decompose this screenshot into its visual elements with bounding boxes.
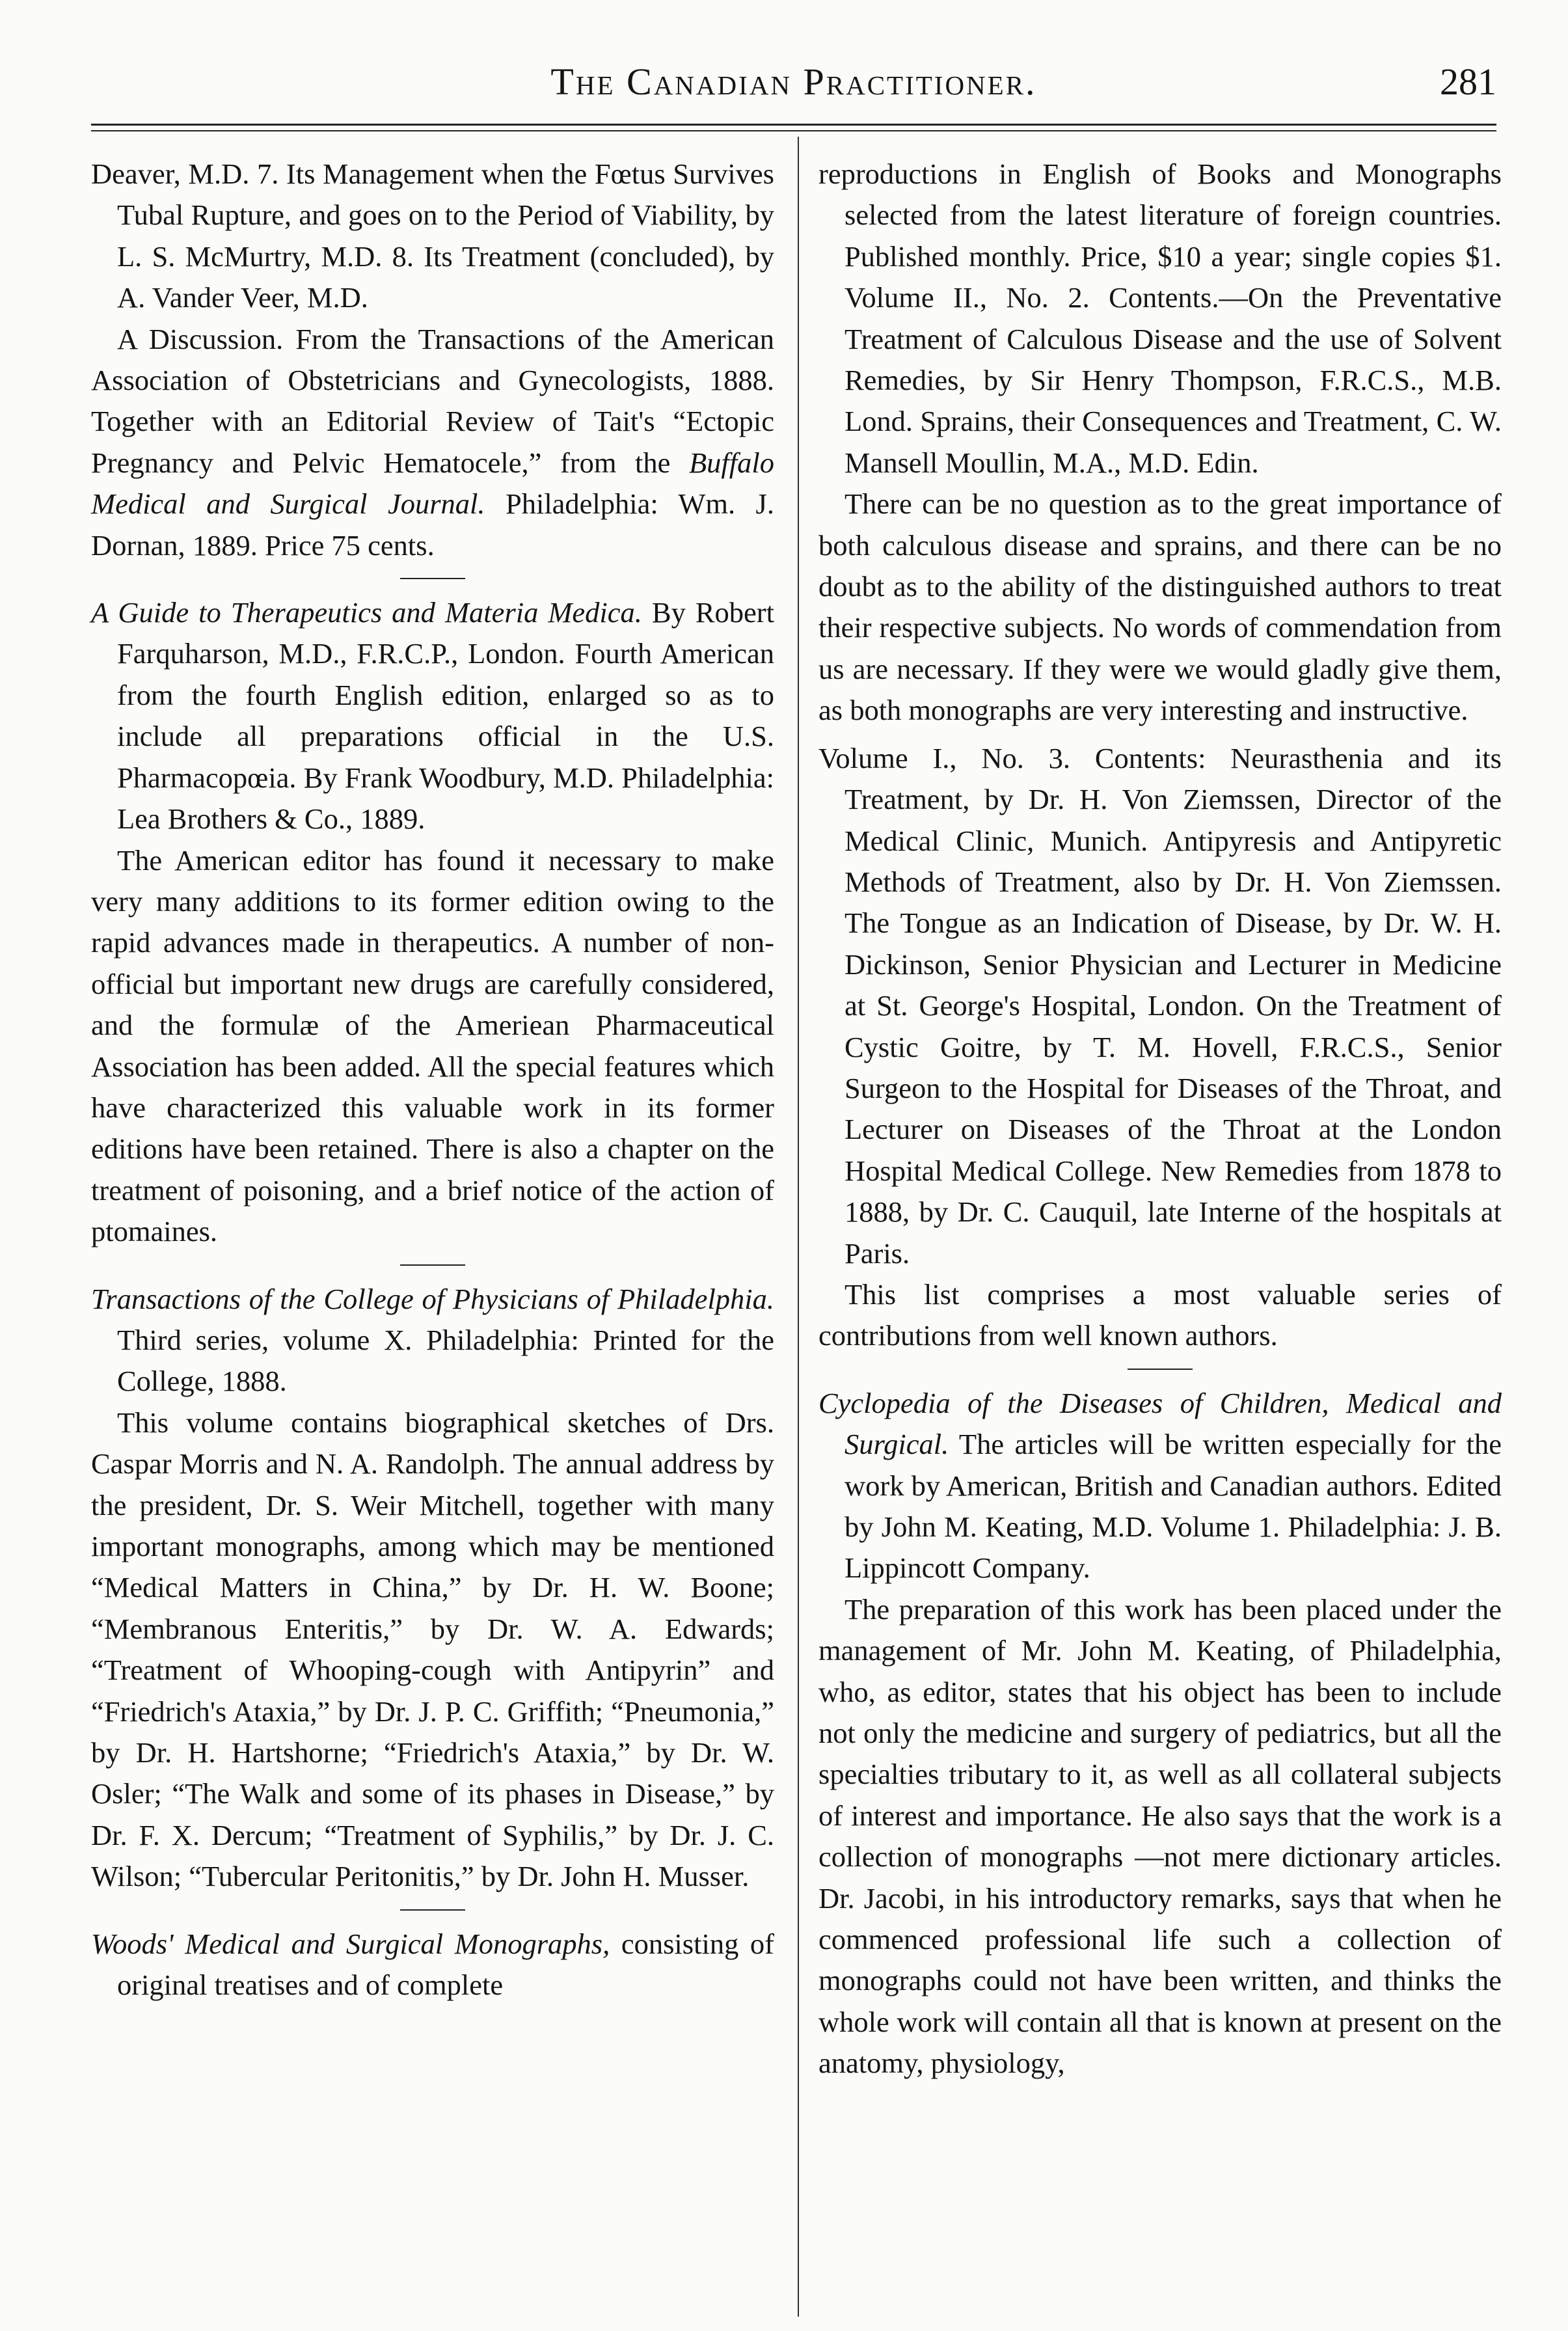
review-heading-cyclopedia [818, 1383, 1502, 1589]
section-divider [400, 1264, 465, 1266]
book-details: The articles will be written especially for the work by American, British and Canadian authors. Edited by John M. Keating, M.D. Volume 1. Philadelphia: J. B. Lippincott Company. [845, 1428, 1502, 1585]
volume-contents-comment: This list comprises a most valuable series of contributions from well known authors. [818, 1277, 1502, 1352]
book-details: Third series, volume X. Philadelphia: Printed for the College, 1888. [117, 1323, 774, 1398]
discussion-paragraph [91, 319, 774, 566]
book-details: consisting of original treatises and of complete [117, 1927, 774, 2002]
book-details: By Robert Farquharson, M.D., F.R.C.P., London. Fourth American from the fourth English edition, enlarged so as to include all preparations official in the U.S. Pharmacopœia. By Frank Woodbury, M.D. Philadelphia: Lea Brothers & Co., 1889. [117, 596, 774, 836]
running-header [91, 60, 1496, 112]
left-column [91, 154, 774, 2006]
right-column [818, 154, 1502, 2084]
spacer [818, 731, 1502, 738]
review-body-cyclopedia: The preparation of this work has been placed under the management of Mr. John M. Keating, of Philadelphia, who, as editor, states that his object has been to include not only the medicine and surgery of pediatrics, but all the specialties tributary to it, as well as all collateral subjects of interest and importance. He also says that the work is a collection of monographs —not mere dictionary articles. Dr. Jacobi, in his introductory remarks, says that when he commenced professional life such a collection of monographs could not have been written, and thinks the whole work will contain all that is known at present on the anatomy, physiology, [818, 1592, 1502, 2080]
journal-title: The Canadian Practitioner. [550, 61, 1037, 103]
book-title: Cyclopedia of the Diseases of Children, Medical and Surgical. [818, 1386, 1502, 1461]
discussion-text-a: A Discussion. From the Transactions of the American Association of Obstetricians and Gynecologists, 1888. Together with an Editorial Review of Tait's “Ectopic Pregnancy and Pelvic Hematocele,” from the [91, 322, 774, 479]
book-title: Transactions of the College of Physicians of Philadelphia. [91, 1282, 774, 1315]
header-rule-thick [91, 124, 1496, 126]
review-heading-monographs [91, 1924, 774, 2006]
volume-contents-entry: Volume I., No. 3. Contents: Neurasthenia and its Treatment, by Dr. H. Von Ziemssen, Director of the Medical Clinic, Munich. Antipyresis and Antipyretic Methods of Treatment, also by Dr. H. Von Ziemssen. The Tongue as an Indication of Disease, by Dr. W. H. Dickinson, Senior Physician and Lecturer in Medicine at St. George's Hospital, London. On the Treatment of Cystic Goitre, by T. M. Hovell, F.R.C.S., Senior Surgeon to the Hospital for Diseases of the Throat, and Lecturer on Diseases of the Throat at the London Hospital Medical College. New Remedies from 1878 to 1888, by Dr. C. Cauquil, late Interne of the hospitals at Paris. [818, 741, 1502, 1270]
monographs-entry-continuation: reproductions in English of Books and Monographs selected from the latest literature of foreign countries. Published monthly. Price, $10 a year; single copies $1. Volume II., No. 2. Contents.—On the Preventative Treatment of Calculous Disease and the use of Solvent Remedies, by Sir Henry Thompson, F.R.C.S., M.B. Lond. Sprains, their Consequences and Treatment, C. W. Mansell Moullin, M.A., M.D. Edin. [818, 157, 1502, 479]
header-rule-thin [91, 130, 1496, 131]
deaver-entry-continuation: Deaver, M.D. 7. Its Management when the Fœtus Survives Tubal Rupture, and goes on to the Period of Viability, by L. S. McMurtry, M.D. 8. Its Treatment (concluded), by A. Vander Veer, M.D. [91, 157, 774, 314]
review-body-transactions: This volume contains biographical sketches of Drs. Caspar Morris and N. A. Randolph. The annual address by the president, Dr. S. Weir Mitchell, together with many important monographs, among which may be mentioned “Medical Matters in China,” by Dr. H. W. Boone; “Membranous Enteritis,” by Dr. W. A. Edwards; “Treatment of Whooping-cough with Antipyrin” and “Friedrich's Ataxia,” by Dr. J. P. C. Griffith; “Pneumonia,” by Dr. H. Hartshorne; “Friedrich's Ataxia,” by Dr. W. Osler; “The Walk and some of its phases in Disease,” by Dr. F. X. Dercum; “Treatment of Syphilis,” by Dr. J. C. Wilson; “Tubercular Peritonitis,” by Dr. John H. Musser. [91, 1406, 774, 1893]
review-heading-transactions [91, 1279, 774, 1402]
monographs-review-body: There can be no question as to the great importance of both calculous disease and sprains, and there can be no doubt as to the ability of the distinguished authors to treat their respective subjects. No words of commendation from us are necessary. If they were we would gladly give them, as both monographs are very interesting and instructive. [818, 487, 1502, 727]
journal-name: Buffalo Medical and Surgical Journal. [91, 446, 774, 521]
page-number: 281 [1440, 61, 1496, 103]
section-divider [400, 578, 465, 579]
book-title: A Guide to Therapeutics and Materia Medica. [91, 596, 642, 629]
review-heading-therapeutics [91, 592, 774, 839]
discussion-text-c: Philadelphia: Wm. J. Dornan, 1889. Price 75 cents. [91, 487, 774, 562]
book-title: Woods' Medical and Surgical Monographs, [91, 1927, 610, 1960]
review-body-therapeutics: The American editor has found it necessary to make very many additions to its former edition owing to the rapid advances made in therapeutics. A number of non-official but important new drugs are carefully considered, and the formulæ of the Ameriean Pharmaceutical Association has been added. All the special features which have characterized this valuable work in its former editions have been retained. There is also a chapter on the treatment of poisoning, and a brief notice of the action of ptomaines. [91, 843, 774, 1248]
column-divider [798, 137, 799, 2317]
section-divider [1128, 1369, 1193, 1370]
section-divider [400, 1909, 465, 1911]
